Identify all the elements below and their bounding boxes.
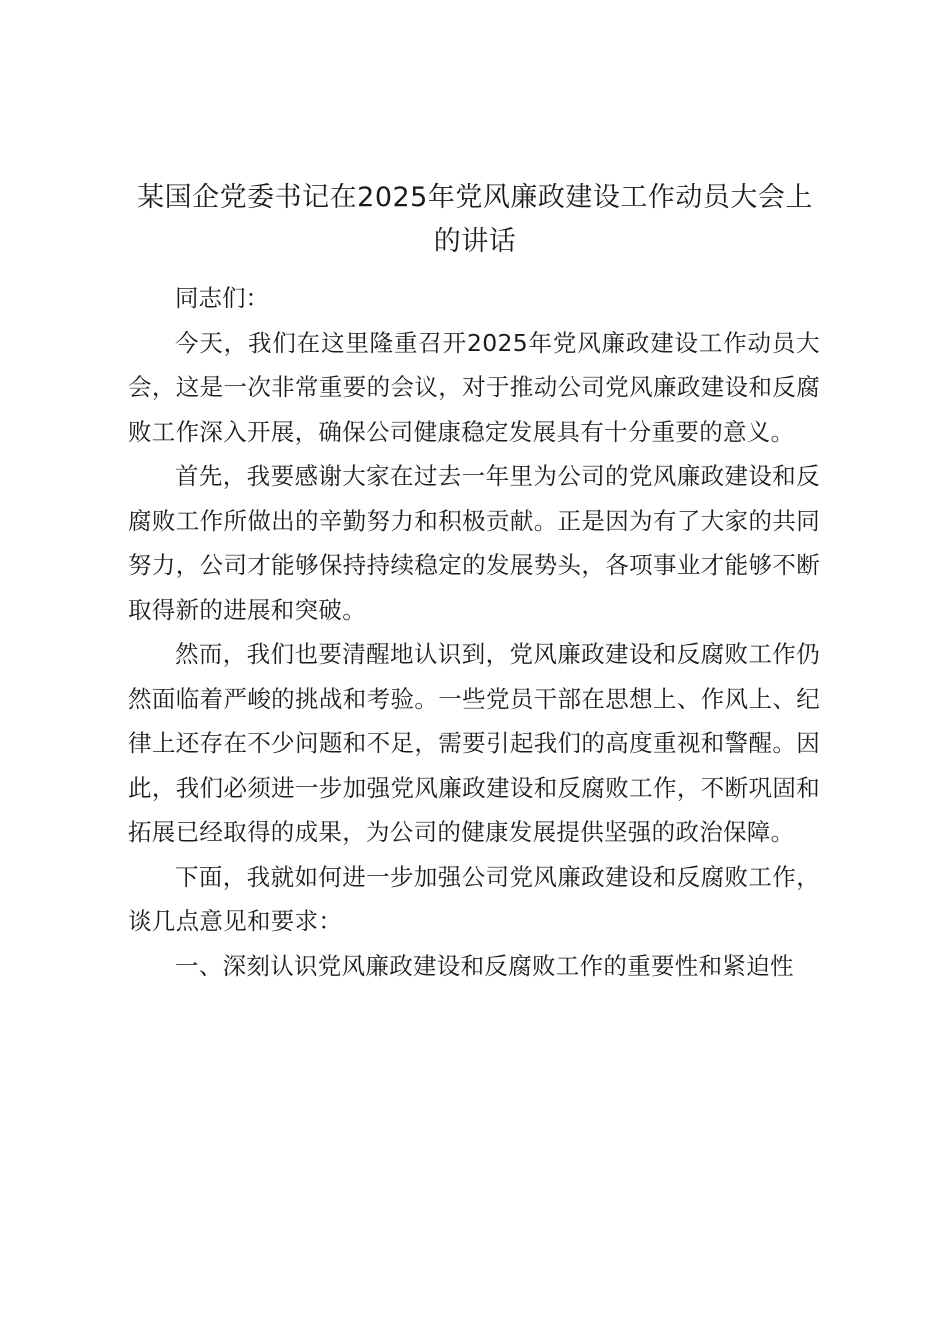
paragraph-3: 然而，我们也要清醒地认识到，党风廉政建设和反腐败工作仍然面临着严峻的挑战和考验。一些党员干部在思想上、作风上、纪律上还存在不少问题和不足，需要引起我们的高度重视和警醒。因此，我们必须进一步加强党风廉政建设和反腐败工作，不断巩固和拓展已经取得的成果，为公司的健康发展提供坚强的政治保障。 [128,640,820,846]
section-heading-1: 一、深刻认识党风廉政建设和反腐败工作的重要性和紧迫性 [175,951,794,980]
document-body [128,276,820,988]
greeting: 同志们： [175,284,269,312]
paragraph-1: 今天，我们在这里隆重召开2025年党风廉政建设工作动员大会，这是一次非常重要的会议，对于推动公司党风廉政建设和反腐败工作深入开展，确保公司健康稳定发展具有十分重要的意义。 [128,328,820,446]
paragraph-4: 下面，我就如何进一步加强公司党风廉政建设和反腐败工作，谈几点意见和要求： [128,862,820,935]
paragraph-2: 首先，我要感谢大家在过去一年里为公司的党风廉政建设和反腐败工作所做出的辛勤努力和积极贡献。正是因为有了大家的共同努力，公司才能够保持持续稳定的发展势头，各项事业才能够不断取得新的进展和突破。 [128,462,820,624]
document-title: 某国企党委书记在2025年党风廉政建设工作动员大会上的讲话 [137,182,813,257]
